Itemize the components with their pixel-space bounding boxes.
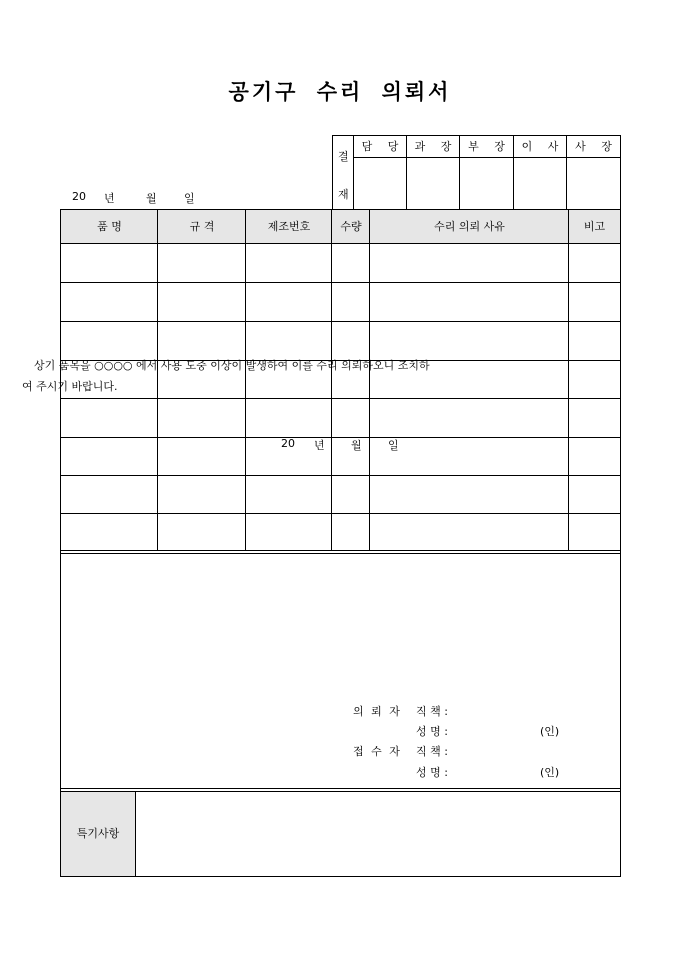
header-remarks: 비고 xyxy=(583,220,606,233)
special-notes-label: 특기사항 xyxy=(61,792,136,876)
center-date-year: 20 xyxy=(281,437,295,450)
table-header xyxy=(61,210,620,244)
center-date-day-unit: 일 xyxy=(388,439,399,452)
approval-head: 담 당 xyxy=(354,136,406,158)
approval-cell-staff[interactable] xyxy=(354,136,407,210)
center-date-year-unit: 년 xyxy=(314,439,325,452)
statement-line-1: 상기 품목을 ○○○○ 에서 사용 도중 이상이 발생하여 이를 수리 의뢰하오니 조치하 xyxy=(34,359,430,372)
approval-cell-general-manager[interactable] xyxy=(460,136,514,210)
top-date-day-unit: 일 xyxy=(184,192,195,205)
receiver-name-label: 성 명 : xyxy=(416,766,448,779)
col-divider xyxy=(568,210,569,550)
top-date-month-unit: 월 xyxy=(146,192,157,205)
request-statement xyxy=(22,355,552,397)
top-date-year-unit: 년 xyxy=(104,192,115,205)
page-title: 공기구 수리 의뢰서 xyxy=(228,79,452,104)
approval-cell-director[interactable] xyxy=(514,136,567,210)
requester-label: 의 뢰 자 xyxy=(353,705,402,718)
table-row[interactable] xyxy=(61,513,620,514)
approval-box xyxy=(332,135,621,209)
approval-cell-president[interactable] xyxy=(567,136,620,210)
requester-position-label: 직 책 : xyxy=(416,705,448,718)
header-serial: 제조번호 xyxy=(267,220,311,233)
header-quantity: 수량 xyxy=(340,220,362,233)
receiver-position-label: 직 책 : xyxy=(416,745,448,758)
requester-name-label: 성 명 : xyxy=(416,725,448,738)
approval-label: 결 재 xyxy=(333,136,354,210)
approval-cell-manager[interactable] xyxy=(407,136,460,210)
table-row[interactable] xyxy=(61,398,620,399)
notes-divider-line xyxy=(61,788,620,789)
receiver-seal[interactable]: (인) xyxy=(540,766,560,779)
form-frame xyxy=(60,209,621,877)
table-row[interactable] xyxy=(61,282,620,283)
table-row[interactable] xyxy=(61,475,620,476)
header-spec: 규 격 xyxy=(189,220,215,233)
top-date-year: 20 xyxy=(72,190,86,203)
receiver-label: 접 수 자 xyxy=(353,745,402,758)
center-date-month-unit: 월 xyxy=(351,439,362,452)
table-bottom-line xyxy=(61,550,620,551)
header-item-name: 품 명 xyxy=(97,220,122,233)
approval-head: 부 장 xyxy=(460,136,513,158)
table-bottom-line xyxy=(61,553,620,554)
approval-head: 과 장 xyxy=(407,136,459,158)
table-row[interactable] xyxy=(61,321,620,322)
statement-line-2: 여 주시기 바랍니다. xyxy=(22,380,118,393)
table-row[interactable] xyxy=(61,437,620,438)
approval-head: 이 사 xyxy=(514,136,566,158)
notes-divider-line xyxy=(61,791,620,792)
header-reason: 수리 의뢰 사유 xyxy=(434,220,505,233)
requester-seal[interactable]: (인) xyxy=(540,725,560,738)
approval-head: 사 장 xyxy=(567,136,620,158)
